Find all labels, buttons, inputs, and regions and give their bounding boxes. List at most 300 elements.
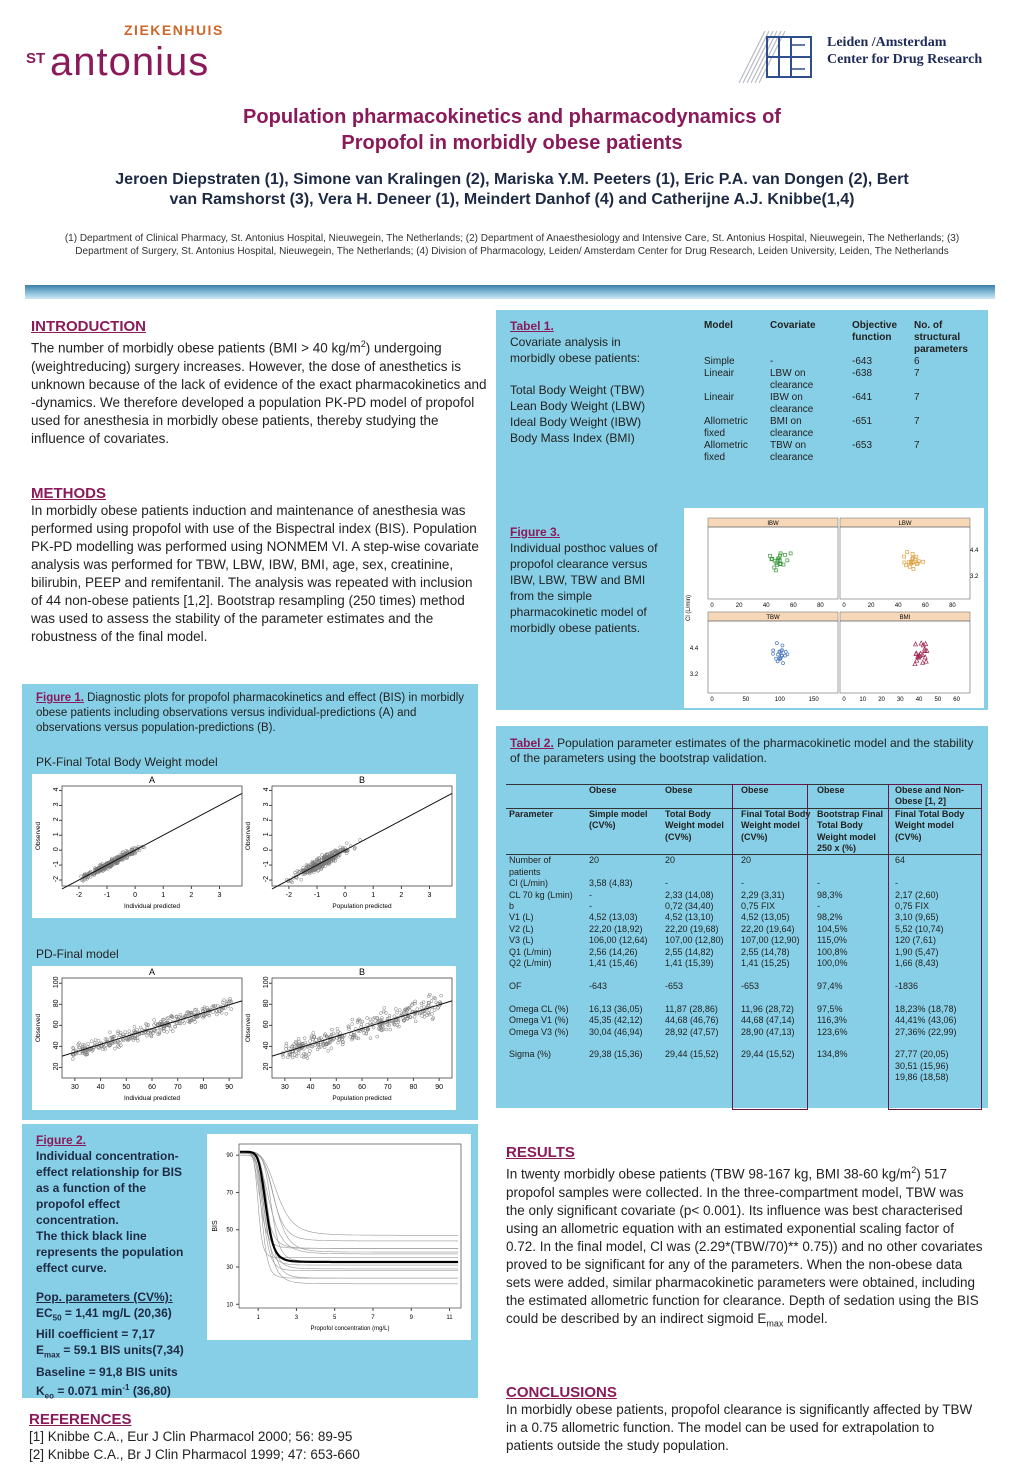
table2-cell: 30,51 (15,96) bbox=[895, 1060, 949, 1071]
scatter-point bbox=[379, 1012, 382, 1015]
table2-cell bbox=[892, 992, 982, 1003]
scatter-point bbox=[136, 1028, 139, 1031]
figure2-ec50: $EC_{50} = 1,41$ mg/L (20,36) bbox=[36, 1306, 172, 1323]
figure1-pk-chart bbox=[32, 774, 456, 918]
scatter-point bbox=[327, 1049, 330, 1052]
y-tick-label: -1 bbox=[53, 860, 60, 868]
table2-cell: 2,55 (14,82) bbox=[665, 946, 714, 957]
table1-cell: Allometric fixed bbox=[704, 416, 748, 439]
x-tick-label: 1 bbox=[371, 892, 376, 899]
table2-row bbox=[506, 924, 982, 935]
data-point bbox=[781, 644, 784, 647]
table2 bbox=[506, 784, 982, 1084]
figure2-caption-line: represents the population bbox=[36, 1245, 184, 1259]
figure2-caption-line: Individual concentration- bbox=[36, 1149, 179, 1163]
scatter-point bbox=[394, 1007, 397, 1010]
x-tick-label: 0 bbox=[710, 603, 714, 609]
y-tick-label: 0 bbox=[263, 847, 270, 852]
table2-cell: 115,0% bbox=[817, 935, 847, 946]
table2-cell: 104,5% bbox=[817, 923, 848, 934]
figure2-hill: Hill coefficient = 7,17 bbox=[36, 1327, 156, 1342]
x-tick-label: 0 bbox=[710, 697, 714, 703]
table2-cell bbox=[814, 1038, 892, 1049]
x-tick-label: 0 bbox=[842, 603, 846, 609]
scatter-point bbox=[97, 1039, 100, 1042]
y-axis-label: Cl (L/min) bbox=[686, 594, 692, 622]
table2-cell: - bbox=[817, 901, 820, 912]
table2-cell: 29,38 (15,36) bbox=[589, 1049, 643, 1060]
x-tick-label: 70 bbox=[383, 1084, 392, 1091]
table2-cell bbox=[586, 992, 662, 1003]
table2-cell: 107,00 (12,90) bbox=[741, 935, 800, 946]
table2-cell: 2,55 (14,78) bbox=[741, 946, 790, 957]
cluster bbox=[769, 552, 793, 572]
y-axis-label: BIS bbox=[212, 1220, 219, 1232]
figure2-baseline: Baseline = 91,8 BIS units bbox=[36, 1364, 178, 1379]
table1-legend-tbw: Total Body Weight (TBW) bbox=[510, 383, 645, 397]
identity-line bbox=[272, 793, 452, 889]
x-tick-label: 3 bbox=[294, 1315, 299, 1321]
y-axis-label: Observed bbox=[35, 1013, 42, 1043]
y-tick-label: 3.2 bbox=[689, 672, 699, 678]
figure2-emax: $E_{max} = 59.1$ BIS units(7,34) bbox=[36, 1343, 184, 1360]
table2-cell: 0,75 FIX bbox=[895, 901, 930, 912]
table2-cell: V2 (L) bbox=[509, 923, 534, 934]
table2-cell: - bbox=[741, 878, 744, 889]
table2-cell: 98,3% bbox=[817, 889, 843, 900]
table2-cell: 97,4% bbox=[817, 980, 843, 991]
x-tick-label: 40 bbox=[306, 1084, 315, 1091]
lacdr-logo bbox=[735, 25, 1005, 90]
y-tick-label: 10 bbox=[226, 1302, 233, 1309]
table2-cell bbox=[892, 970, 982, 981]
methods-heading: METHODS bbox=[31, 485, 106, 502]
x-tick-label: 7 bbox=[371, 1315, 375, 1321]
table2-cell: 20 bbox=[738, 855, 814, 878]
scatter-point bbox=[90, 1040, 93, 1043]
table2-cell: 44,41% (43,06) bbox=[895, 1015, 957, 1026]
scatter-point bbox=[166, 1030, 169, 1033]
table1-cell: 7 bbox=[914, 416, 920, 427]
table2-cell: 27,77 (20,05) bbox=[895, 1049, 949, 1060]
table2-row bbox=[506, 1027, 982, 1038]
figure1-pd-plots bbox=[32, 966, 456, 1110]
table1-cell: TBW on clearance bbox=[770, 440, 814, 463]
table2-cell bbox=[738, 1038, 814, 1049]
scatter-point bbox=[139, 1026, 142, 1029]
scatter-point bbox=[393, 1015, 396, 1018]
x-tick-label: 60 bbox=[953, 697, 960, 703]
strip-label: BMI bbox=[899, 615, 911, 621]
table2-cell: 120 (7,61) bbox=[895, 935, 937, 946]
panel-frame bbox=[840, 621, 970, 693]
data-point bbox=[789, 552, 792, 555]
table2-cell: 29,44 (15,52) bbox=[741, 1049, 795, 1060]
table2-cell: 22,20 (19,64) bbox=[741, 923, 795, 934]
table1-cell: 7 bbox=[914, 440, 920, 451]
scatter-point bbox=[147, 1032, 150, 1035]
scatter-point bbox=[303, 1037, 306, 1040]
figure2-label: Figure 2. bbox=[36, 1133, 87, 1147]
data-point bbox=[769, 554, 772, 557]
scatter-point bbox=[347, 1025, 350, 1028]
table2-cell bbox=[814, 855, 892, 878]
figure2-caption-line: concentration. bbox=[36, 1213, 119, 1227]
scatter-point bbox=[351, 1018, 354, 1021]
table2-cell: - bbox=[817, 878, 820, 889]
references-section bbox=[29, 1411, 485, 1464]
table2-sub-header: Final Total Body Weight model (CV%) bbox=[738, 808, 814, 855]
table2-cell: 107,00 (12,80) bbox=[665, 935, 724, 946]
table2-cell: 3,58 (4,83) bbox=[589, 878, 633, 889]
table2-cell: 29,44 (15,52) bbox=[665, 1049, 719, 1060]
table2-cell: Cl (L/min) bbox=[509, 878, 549, 889]
table2-cell bbox=[662, 1061, 738, 1072]
table2-row bbox=[506, 1004, 982, 1015]
cluster bbox=[913, 641, 929, 666]
x-tick-label: 60 bbox=[921, 603, 929, 609]
scatter-point bbox=[359, 839, 362, 842]
table2-cell: 22,20 (18,92) bbox=[589, 923, 643, 934]
y-tick-label: 50 bbox=[226, 1227, 233, 1234]
table2-cell bbox=[814, 1061, 892, 1072]
table2-cell: 30,04 (46,94) bbox=[589, 1026, 643, 1037]
scatter-point bbox=[133, 1025, 136, 1028]
panel-frame bbox=[840, 527, 970, 599]
table2-row bbox=[506, 970, 982, 981]
table2-cell bbox=[738, 1061, 814, 1072]
scatter-point bbox=[119, 1044, 122, 1047]
table2-cell: 11,87 (28,86) bbox=[665, 1003, 718, 1014]
table2-cell bbox=[506, 992, 586, 1003]
table2-cell bbox=[662, 1072, 738, 1083]
table2-cell: V1 (L) bbox=[509, 912, 534, 923]
x-tick-label: -1 bbox=[313, 892, 321, 899]
x-tick-label: 70 bbox=[173, 1084, 182, 1091]
x-tick-label: 60 bbox=[358, 1084, 366, 1091]
table1-legend-lbw: Lean Body Weight (LBW) bbox=[510, 399, 646, 413]
cluster bbox=[903, 551, 925, 571]
y-tick-label: 100 bbox=[53, 976, 60, 989]
table2-cell: - bbox=[895, 878, 898, 889]
scatter-point bbox=[87, 1042, 90, 1045]
x-tick-label: 80 bbox=[409, 1084, 418, 1091]
scatter-point bbox=[430, 1000, 433, 1003]
table1-row bbox=[700, 368, 982, 392]
table2-cell: 3,10 (9,65) bbox=[895, 912, 939, 923]
table2-sub-header: Total Body Weight model (CV%) bbox=[662, 808, 738, 855]
table2-row bbox=[506, 855, 982, 878]
scatter-point bbox=[162, 1018, 165, 1021]
table2-row bbox=[506, 1072, 982, 1083]
x-tick-label: 1 bbox=[161, 892, 166, 899]
table2-cell: 134,8% bbox=[817, 1049, 848, 1060]
table2-row bbox=[506, 912, 982, 923]
x-tick-label: 40 bbox=[762, 603, 770, 609]
table2-cell bbox=[506, 1061, 586, 1072]
figure1-label: Figure 1. bbox=[36, 692, 84, 704]
table2-cell bbox=[506, 970, 586, 981]
figure2-chart bbox=[207, 1134, 471, 1340]
table1-cell: -641 bbox=[852, 392, 873, 403]
table2-cell: - bbox=[589, 901, 592, 912]
table2-row bbox=[506, 947, 982, 958]
table2-cell: 1,41 (15,46) bbox=[589, 958, 638, 969]
x-axis-label: Propofol concentration (mg/L) bbox=[310, 1326, 390, 1332]
table2-cell bbox=[662, 992, 738, 1003]
authors-line-2: van Ramshorst (3), Vera H. Deneer (1), Meindert Danhof (4) and Catherijne A.J. Knibbe(1,4) bbox=[169, 191, 855, 208]
table2-cell: -1836 bbox=[895, 980, 919, 991]
figure3-chart bbox=[684, 508, 984, 708]
strip-label: LBW bbox=[898, 521, 912, 527]
right-top-panel bbox=[496, 310, 988, 710]
introduction-heading: INTRODUCTION bbox=[31, 318, 146, 335]
table2-panel bbox=[496, 726, 988, 1108]
scatter-point bbox=[369, 1018, 372, 1021]
table2-cell: 1,41 (15,25) bbox=[741, 958, 790, 969]
scatter-point bbox=[396, 1011, 399, 1014]
scatter-point bbox=[309, 1050, 312, 1053]
scatter-point bbox=[311, 1045, 314, 1048]
lacdr-emblem-icon bbox=[735, 25, 815, 87]
x-tick-label: 5 bbox=[333, 1315, 337, 1321]
table2-cell: 98,2% bbox=[817, 912, 843, 923]
scatter-point bbox=[440, 994, 443, 997]
x-tick-label: 20 bbox=[867, 603, 875, 609]
conclusions-heading: CONCLUSIONS bbox=[506, 1384, 617, 1401]
y-tick-label: 2 bbox=[263, 817, 270, 822]
table2-cell: 123,6% bbox=[817, 1026, 848, 1037]
scatter-point bbox=[398, 1009, 401, 1012]
data-point bbox=[924, 659, 928, 663]
figure2-plot bbox=[207, 1134, 471, 1340]
x-tick-label: 30 bbox=[280, 1084, 289, 1091]
table2-cell: Number of patients bbox=[506, 855, 586, 878]
table2-sub-header: Simple model (CV%) bbox=[586, 808, 662, 855]
hospital-logo bbox=[24, 20, 294, 85]
table1-header-cell: Covariate bbox=[770, 320, 816, 331]
x-tick-label: -2 bbox=[285, 892, 292, 899]
x-tick-label: 40 bbox=[894, 603, 902, 609]
y-tick-label: 4 bbox=[53, 787, 60, 792]
table2-sub-header: Final Total Body Weight model (CV%) bbox=[892, 808, 982, 855]
table2-row bbox=[506, 1049, 982, 1060]
scatter-point bbox=[330, 1028, 333, 1031]
results-heading: RESULTS bbox=[506, 1144, 575, 1161]
x-tick-label: 30 bbox=[70, 1084, 79, 1091]
scatter-point bbox=[128, 1030, 131, 1033]
identity-line bbox=[62, 793, 242, 889]
data-point bbox=[921, 660, 925, 664]
x-tick-label: 10 bbox=[859, 697, 867, 703]
data-point bbox=[772, 649, 775, 652]
y-tick-label: 1 bbox=[263, 832, 270, 837]
x-axis-label: Population predicted bbox=[332, 1095, 392, 1102]
table2-cell: Q1 (L/min) bbox=[509, 946, 552, 957]
scatter-point bbox=[312, 1031, 315, 1034]
scatter-point bbox=[215, 1013, 218, 1016]
table1-label: Tabel 1. bbox=[510, 319, 554, 333]
scatter-point bbox=[309, 1040, 312, 1043]
table2-cell: Sigma (%) bbox=[509, 1049, 552, 1060]
table2-cell bbox=[662, 1038, 738, 1049]
x-tick-label: 60 bbox=[789, 603, 797, 609]
introduction-section bbox=[31, 318, 487, 448]
scatter-point bbox=[78, 1052, 81, 1055]
data-point bbox=[919, 641, 923, 645]
table2-row bbox=[506, 935, 982, 946]
table2-sub-header: Bootstrap Final Total Body Weight model 250 x (%) bbox=[814, 808, 892, 855]
x-axis-label: Individual predicted bbox=[123, 903, 181, 910]
x-tick-label: 20 bbox=[878, 697, 885, 703]
table2-row bbox=[506, 1038, 982, 1049]
table2-cell: CL 70 kg (Lmin) bbox=[509, 889, 573, 900]
table2-row bbox=[506, 878, 982, 889]
scatter-point bbox=[414, 1020, 417, 1023]
y-tick-label: 80 bbox=[53, 999, 60, 1008]
table2-cell: 28,90 (47,13) bbox=[741, 1026, 795, 1037]
scatter-point bbox=[286, 1056, 289, 1059]
table2-cell bbox=[586, 1061, 662, 1072]
table2-cell: 0,72 (34,40) bbox=[665, 901, 714, 912]
title-line-2: Propofol in morbidly obese patients bbox=[341, 132, 683, 154]
table2-cell: -653 bbox=[665, 980, 684, 991]
table2-cell: 106,00 (12,64) bbox=[589, 935, 648, 946]
table2-cell: 2,33 (14,08) bbox=[665, 889, 714, 900]
scatter-point bbox=[212, 1011, 215, 1014]
scatter-point bbox=[433, 1009, 436, 1012]
data-point bbox=[784, 553, 787, 556]
individual-curve bbox=[240, 1152, 458, 1241]
table1-row bbox=[700, 356, 982, 368]
table2-cell: 100,0% bbox=[817, 958, 848, 969]
scatter-point bbox=[323, 1046, 326, 1049]
introduction-text-a: The number of morbidly obese patients (BMI > 40 kg/m bbox=[31, 340, 361, 356]
table2-cell bbox=[814, 970, 892, 981]
figure3-plot bbox=[684, 508, 984, 708]
table2-group-header: Obese bbox=[662, 785, 738, 809]
table1-cell: -643 bbox=[852, 356, 873, 367]
table2-sub-header: Parameter bbox=[506, 808, 586, 855]
individual-curve bbox=[240, 1152, 458, 1249]
table1-legend-bmi: Body Mass Index (BMI) bbox=[510, 431, 635, 445]
scatter-point bbox=[297, 1052, 300, 1055]
scatter-point bbox=[369, 1022, 372, 1025]
figure2-caption-line: propofol effect bbox=[36, 1197, 120, 1211]
table2-cell bbox=[506, 1072, 586, 1083]
table2-group-header: Obese bbox=[814, 785, 892, 809]
y-tick-label: -1 bbox=[263, 860, 270, 868]
table2-cell: 28,92 (47,57) bbox=[665, 1026, 719, 1037]
table2-cell: 2,56 (14,26) bbox=[589, 946, 638, 957]
figure2-caption-line: effect curve. bbox=[36, 1261, 107, 1275]
plot-frame bbox=[62, 978, 242, 1078]
strip-label: TBW bbox=[766, 615, 780, 621]
y-tick-label: 20 bbox=[263, 1062, 270, 1071]
table2-cell bbox=[586, 1072, 662, 1083]
y-tick-label: 40 bbox=[53, 1041, 60, 1050]
scatter-point bbox=[71, 1058, 74, 1061]
scatter-point bbox=[79, 875, 82, 878]
y-tick-label: 70 bbox=[226, 1190, 233, 1197]
individual-curve bbox=[240, 1153, 458, 1269]
table2-cell: 11,96 (28,72) bbox=[741, 1003, 794, 1014]
table2-cell bbox=[586, 1038, 662, 1049]
data-point bbox=[911, 552, 914, 555]
x-tick-label: 90 bbox=[225, 1084, 234, 1091]
figure3-label: Figure 3. bbox=[510, 525, 561, 539]
table2-cell: 1,41 (15,39) bbox=[665, 958, 714, 969]
scatter-point bbox=[153, 1018, 156, 1021]
scatter-point bbox=[385, 1028, 388, 1031]
table1-header-cell: No. of structural parameters bbox=[914, 320, 968, 355]
table2-cell: 1,90 (5,47) bbox=[895, 946, 939, 957]
y-tick-label: 3 bbox=[263, 802, 270, 807]
table2-cell: Omega V3 (%) bbox=[509, 1026, 569, 1037]
x-tick-label: 90 bbox=[435, 1084, 444, 1091]
table2-cell: Omega CL (%) bbox=[509, 1003, 569, 1014]
y-tick-label: 60 bbox=[263, 1020, 270, 1029]
header-divider-bar bbox=[25, 285, 995, 299]
scatter-point bbox=[113, 1047, 116, 1050]
x-tick-label: 3 bbox=[427, 892, 432, 899]
x-tick-label: 40 bbox=[915, 697, 923, 703]
introduction-text bbox=[31, 335, 487, 448]
table1-cell: - bbox=[770, 356, 774, 367]
y-tick-label: 80 bbox=[263, 999, 270, 1008]
table2-label: Tabel 2. bbox=[510, 736, 554, 750]
scatter-point bbox=[308, 1052, 311, 1055]
table1-cell: IBW on clearance bbox=[770, 392, 814, 415]
table1-cell: 7 bbox=[914, 368, 920, 379]
table2-group-header-row bbox=[506, 785, 982, 809]
y-tick-label: 20 bbox=[53, 1062, 60, 1071]
table2-cell: OF bbox=[509, 980, 522, 991]
table2-row bbox=[506, 890, 982, 901]
scatter-point bbox=[376, 1035, 379, 1038]
table2-cell: 0,75 FIX bbox=[741, 901, 776, 912]
scatter-point bbox=[366, 1023, 369, 1026]
table1-header-cell: Model bbox=[704, 320, 733, 331]
y-tick-label: 1 bbox=[53, 832, 60, 837]
data-point bbox=[784, 650, 787, 653]
table1-cell: Simple bbox=[704, 356, 735, 367]
table2-cell: 44,68 (46,76) bbox=[665, 1015, 719, 1026]
x-tick-label: 150 bbox=[808, 697, 819, 703]
conclusions-text: In morbidly obese patients, propofol clearance is significantly affected by TBW in a 0.75 allometric function. The model can be used for extrapolation to patients outside the study population. bbox=[506, 1402, 973, 1453]
y-tick-label: 60 bbox=[53, 1020, 60, 1029]
poster-title bbox=[0, 104, 1024, 156]
x-tick-label: 2 bbox=[399, 892, 404, 899]
table2-group-header bbox=[506, 785, 586, 809]
table2-caption bbox=[510, 736, 978, 766]
x-axis-label: Population predicted bbox=[332, 903, 392, 910]
table2-cell: 16,13 (36,05) bbox=[589, 1003, 643, 1014]
scatter-point bbox=[416, 1008, 419, 1011]
table2-cell bbox=[814, 1072, 892, 1083]
x-tick-label: 80 bbox=[199, 1084, 208, 1091]
introduction-sup: 2 bbox=[360, 339, 366, 349]
x-tick-label: 50 bbox=[332, 1084, 341, 1091]
figure2-pop-heading: Pop. parameters (CV%): bbox=[36, 1290, 173, 1304]
table1-cell: BMI on clearance bbox=[770, 416, 814, 439]
table1-cell: Lineair bbox=[704, 392, 735, 403]
table1-cell: -651 bbox=[852, 416, 873, 427]
table1 bbox=[700, 320, 982, 464]
scatter-point bbox=[285, 1048, 288, 1051]
x-tick-label: 0 bbox=[343, 892, 348, 899]
scatter-point bbox=[124, 1031, 127, 1034]
